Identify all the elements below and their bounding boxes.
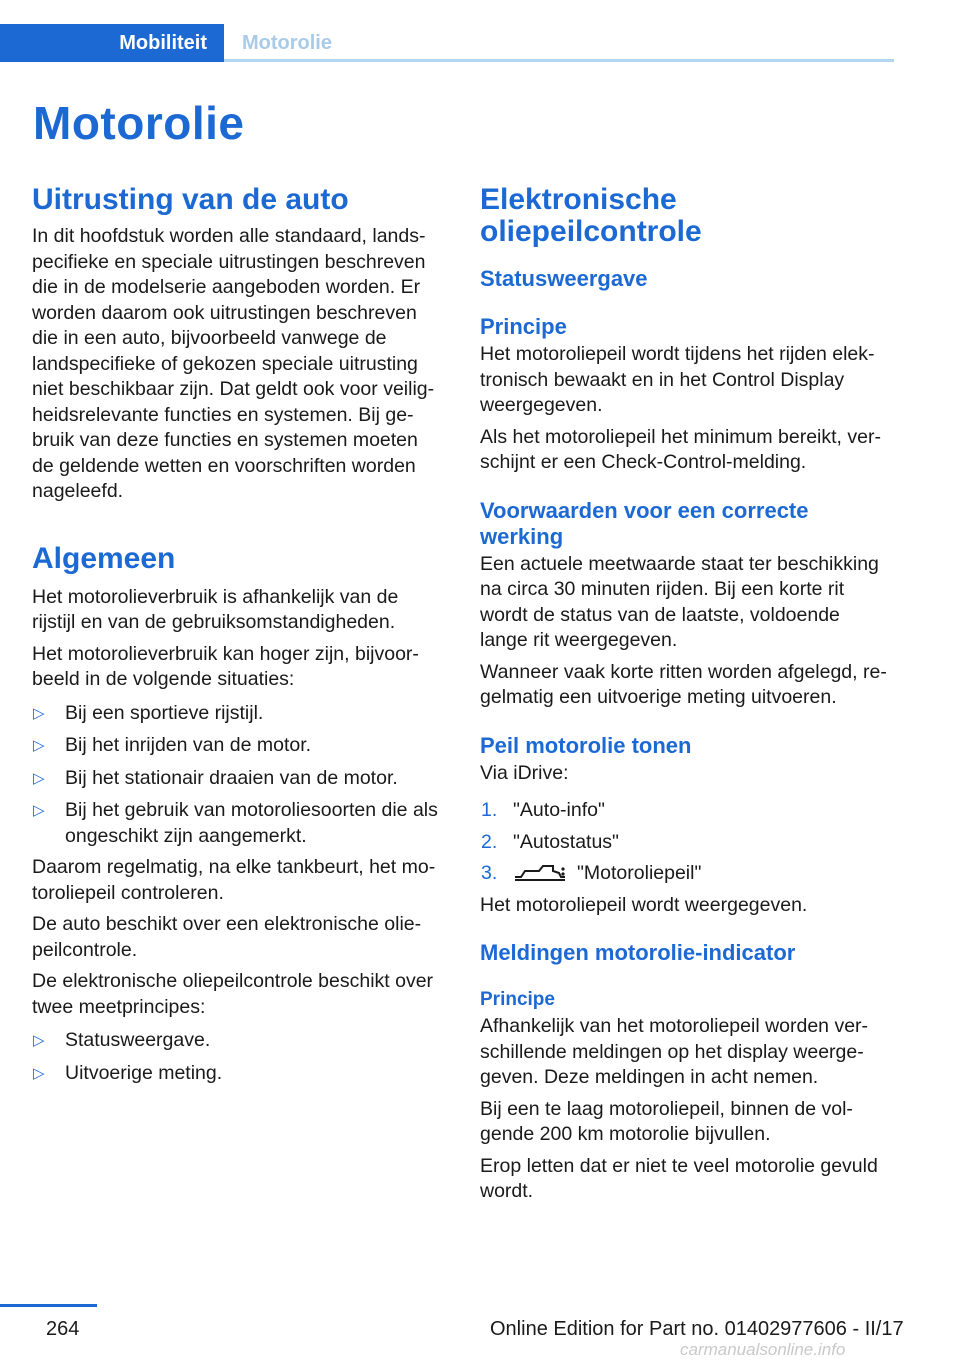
text-line: twee meetprincipes: [32,995,206,1018]
list-item [32,1028,450,1054]
text-line: Het motorolieverbruik is afhankelijk van de [32,585,399,608]
paragraph-meetwaarde [480,552,898,654]
text-line: Het motorolieverbruik kan hoger zijn, bijvoor- [32,642,419,665]
idrive-steps-list [480,798,898,887]
tab-motorolie[interactable]: Motorolie [242,32,332,54]
heading-peil-tonen: Peil motorolie tonen [480,732,692,758]
paragraph-via-idrive: Via iDrive: [480,761,569,784]
paragraph-afhankelijk [480,1014,898,1091]
text-line: Een actuele meetwaarde staat ter beschikking [480,552,879,575]
step-text: "Motoroliepeil" [577,862,702,884]
list-item [480,830,898,856]
list-item [480,798,898,824]
heading-line: oliepeilcontrole [480,215,702,248]
text-line: landspecifieke of gekozen speciale uitrusting [32,352,418,375]
watermark: carmanualsonline.info [680,1340,846,1359]
list-item-text: Bij het gebruik van motoroliesoorten die als [65,799,438,821]
paragraph-korte-ritten [480,660,898,711]
text-line: de geldende wetten en voorschriften worden [32,454,416,477]
text-line: bruik van deze functies en systemen moeten [32,429,418,451]
text-line: toroliepeil controleren. [32,881,224,904]
text-line: geven. Deze meldingen in acht nemen. [480,1066,819,1088]
text-line: na circa 30 minuten rijden. Bij een korte rit [480,578,845,600]
triangle-bullet-icon: ▷ [33,1064,45,1082]
list-item [32,798,450,849]
list-item-text: Bij het stationair draaien van de motor. [65,766,398,789]
text-line: niet beschikbaar zijn. Dat geldt ook voor veilig- [32,378,435,400]
heading-line: werking [480,523,564,549]
step-number: 1. [481,799,498,821]
text-line: heidsrelevante functies en systemen. Bij ge- [32,403,414,426]
left-column [32,184,450,1086]
text-line: schillende meldingen op het display weerge- [480,1040,864,1063]
heading-principe-meldingen: Principe [480,989,555,1010]
edition-text: Online Edition for Part no. 01402977606 - II/17 [490,1318,904,1340]
footer-rule [0,1304,97,1307]
paragraph-regelmatig [32,855,450,906]
text-line: gende 200 km motorolie bijvullen. [480,1123,771,1145]
text-line: lange rit weergegeven. [480,629,678,651]
step-number: 3. [481,862,498,884]
list-item [32,1061,450,1087]
text-line: Het motoroliepeil wordt tijdens het rijden elek- [480,343,875,365]
tab-mobiliteit[interactable]: Mobiliteit [0,24,224,62]
text-line: tronisch bewaakt en in het Control Display [480,368,845,391]
heading-principe: Principe [480,314,567,339]
triangle-bullet-icon: ▷ [33,737,45,754]
paragraph-weergegeven: Het motoroliepeil wordt weergegeven. [480,893,808,916]
subheading-statusweergave: Statusweergave [480,266,648,291]
paragraph-verbruik [32,585,450,636]
triangle-bullet-icon: ▷ [33,802,45,819]
text-line: pecifieke en speciale uitrustingen beschreven [32,250,426,273]
triangle-bullet-icon: ▷ [33,704,45,722]
text-line: wordt. [480,1180,534,1202]
heading-voorwaarden [480,498,898,550]
list-item [32,766,450,792]
list-item [32,701,450,727]
section-heading-algemeen: Algemeen [32,541,176,575]
text-line: Bij een te laag motoroliepeil, binnen de vol- [480,1097,853,1120]
text-line: Afhankelijk van het motoroliepeil worden ver- [480,1015,869,1037]
page-title: Motorolie [33,97,245,149]
text-line: rijstijl en van de gebruiksomstandigheden. [32,611,396,633]
text-line: schijnt er een Check-Control-melding. [480,451,807,473]
list-item-text: Bij het inrijden van de motor. [65,734,312,756]
section-heading-uitrusting: Uitrusting van de auto [32,183,349,216]
paragraph-niet-te-veel [480,1154,898,1205]
header-tabbar [0,24,894,62]
text-line: peilcontrole. [32,938,138,961]
text-line: Wanneer vaak korte ritten worden afgelegd, re- [480,660,887,683]
text-line: In dit hoofdstuk worden alle standaard, lands- [32,225,426,247]
list-item-text: Uitvoerige meting. [65,1061,223,1084]
paragraph-bewaakt [480,342,898,419]
triangle-bullet-icon: ▷ [33,769,45,787]
situations-list [32,701,450,850]
text-line: nageleefd. [32,480,124,502]
text-line: weergegeven. [480,394,603,416]
car-icon [513,863,567,885]
step-number: 2. [481,830,498,853]
heading-line: Elektronische [480,183,677,216]
heading-meldingen: Meldingen motorolie-indicator [480,940,796,965]
list-item [480,861,898,887]
list-item-text: "Autostatus" [513,830,619,853]
text-line: die in een auto, bijvoorbeeld vanwege de [32,327,387,349]
text-line: die in de modelserie aangeboden worden. Er [32,276,421,298]
paragraph-bijvullen [480,1097,898,1148]
list-item [32,733,450,759]
paragraph-meetprincipes [32,969,450,1020]
text-line: gelmatig een uitvoerige meting uitvoeren. [480,686,837,708]
paragraph-uitrusting [32,224,450,505]
page-number: 264 [46,1318,80,1340]
text-line: De elektronische oliepeilcontrole beschikt over [32,970,434,992]
principles-list [32,1028,450,1086]
text-line: Daarom regelmatig, na elke tankbeurt, het mo- [32,856,436,878]
list-item-text: ongeschikt zijn aangemerkt. [65,824,307,847]
paragraph-hoger [32,642,450,693]
list-item-text: "Auto-info" [513,799,605,821]
paragraph-beschikt [32,912,450,963]
text-line: beeld in de volgende situaties: [32,668,295,690]
list-item-text: Bij een sportieve rijstijl. [65,701,264,724]
text-line: Erop letten dat er niet te veel motorolie gevuld [480,1154,878,1177]
paragraph-minimum [480,425,898,476]
right-column [480,184,898,1205]
text-line: worden daarom ook uitrustingen beschreven [32,301,417,324]
heading-line: Voorwaarden voor een correcte [480,497,809,523]
text-line: Als het motoroliepeil het minimum bereikt, ver- [480,425,881,448]
section-heading-elektronische [480,184,898,248]
text-line: wordt de status van de laatste, voldoende [480,603,840,626]
list-item-text: Statusweergave. [65,1029,211,1051]
list-item-text [513,861,898,887]
text-line: De auto beschikt over een elektronische olie- [32,913,422,935]
triangle-bullet-icon: ▷ [33,1032,45,1049]
